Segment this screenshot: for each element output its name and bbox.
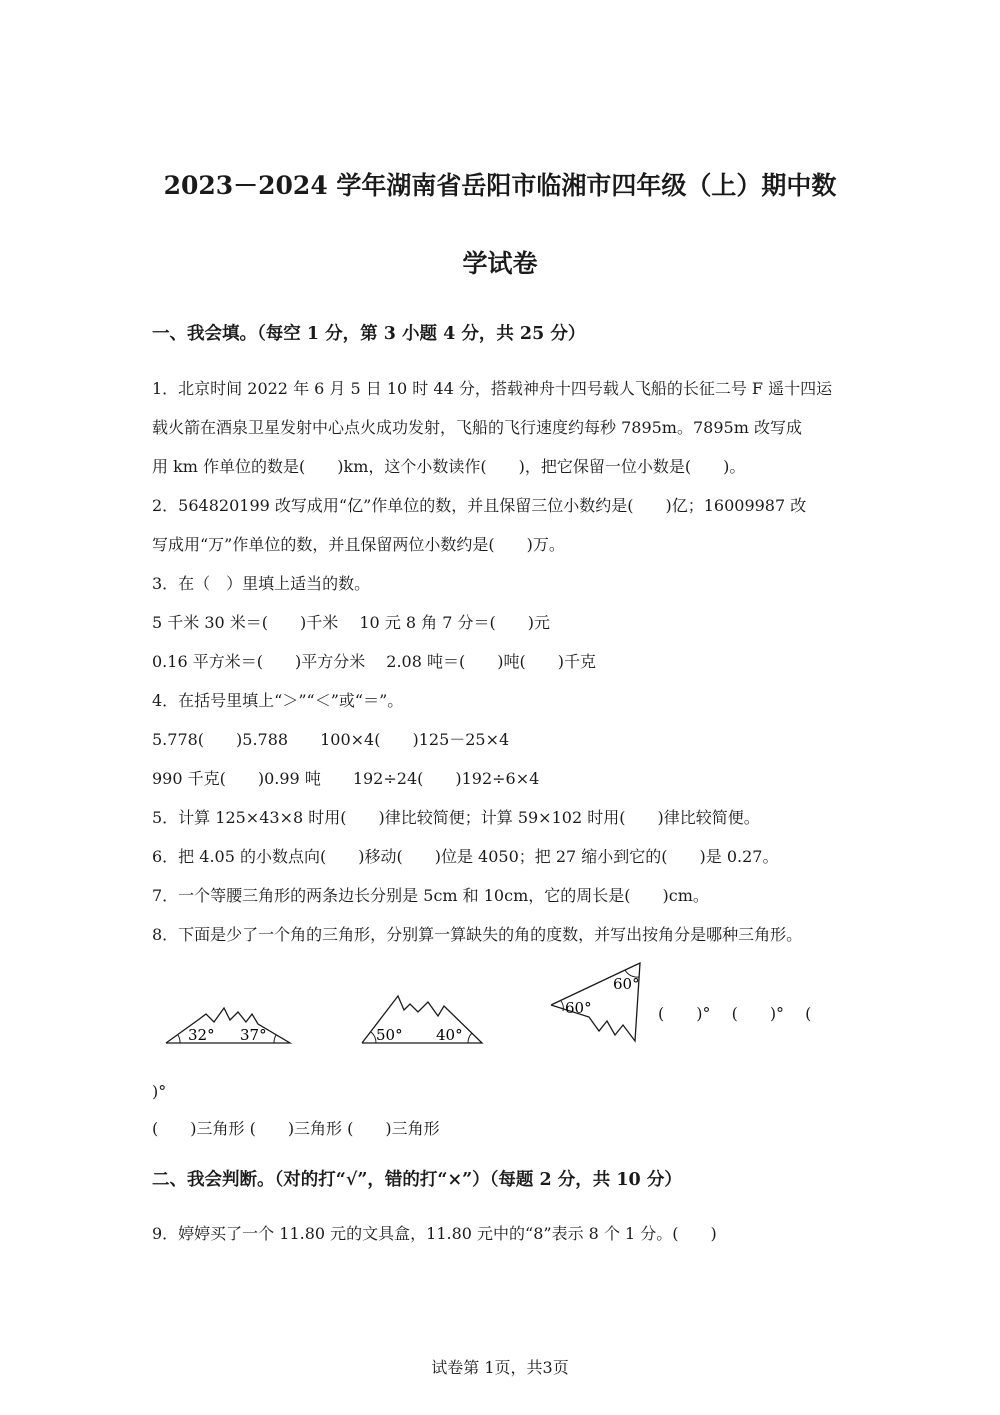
triangle-figure-1	[160, 1000, 295, 1050]
q8-angle-blanks: ( )° ( )° (	[658, 1004, 812, 1023]
q3-line-3: 0.16 平方米＝( )平方分米 2.08 吨＝( )吨( )千克	[152, 652, 596, 671]
triangle-2-angle-b: 40°	[436, 1026, 463, 1044]
q1-line-3: 用 km 作单位的数是( )km，这个小数读作( )，把它保留一位小数是( )。	[152, 457, 746, 476]
triangle-figure-3	[545, 955, 650, 1050]
q3-line-1: 3．在（ ）里填上适当的数。	[152, 574, 371, 593]
triangle-3-angle-b: 60°	[613, 975, 640, 993]
q4-line-3: 990 千克( )0.99 吨 192÷24( )192÷6×4	[152, 769, 540, 788]
section-2-heading: 二、我会判断。（对的打“√”，错的打“×”）（每题 2 分，共 10 分）	[152, 1170, 682, 1190]
q8-line-1: 8．下面是少了一个角的三角形，分别算一算缺失的角的度数，并写出按角分是哪种三角形。	[152, 925, 803, 944]
page-title-line-1: 2023－2024 学年湖南省岳阳市临湘市四年级（上）期中数	[163, 171, 837, 200]
triangle-1-angle-b: 37°	[240, 1026, 267, 1044]
q2-line-1: 2．564820199 改写成用“亿”作单位的数，并且保留三位小数约是( )亿；16009987 改	[152, 496, 807, 515]
q8-triangle-type-blanks: ( )三角形 ( )三角形 ( )三角形	[152, 1119, 440, 1138]
page-title-line-2: 学试卷	[462, 249, 538, 278]
triangle-figure-2	[356, 990, 488, 1050]
triangle-2-angle-a: 50°	[376, 1026, 403, 1044]
q9-line-1: 9．婷婷买了一个 11.80 元的文具盒，11.80 元中的“8”表示 8 个 1 分。( )	[152, 1224, 717, 1243]
triangle-1-angle-a: 32°	[188, 1026, 215, 1044]
q4-line-2: 5.778( )5.788 100×4( )125－25×4	[152, 730, 510, 749]
q4-line-1: 4．在括号里填上“＞”“＜”或“＝”。	[152, 691, 404, 710]
triangle-3-angle-a: 60°	[565, 999, 592, 1017]
q8-angle-blanks-wrap: )°	[152, 1082, 167, 1101]
q1-line-2: 载火箭在酒泉卫星发射中心点火成功发射，飞船的飞行速度约每秒 7895m。7895m 改写成	[152, 418, 802, 437]
section-1-heading: 一、我会填。（每空 1 分，第 3 小题 4 分，共 25 分）	[152, 324, 586, 344]
q3-line-2: 5 千米 30 米＝( )千米 10 元 8 角 7 分＝( )元	[152, 613, 551, 632]
q6-line-1: 6．把 4.05 的小数点向( )移动( )位是 4050；把 27 缩小到它的( )是 0.27。	[152, 847, 779, 866]
q2-line-2: 写成用“万”作单位的数，并且保留两位小数约是( )万。	[152, 535, 565, 554]
q5-line-1: 5．计算 125×43×8 时用( )律比较简便；计算 59×102 时用( )律比较简便。	[152, 808, 760, 827]
q1-line-1: 1．北京时间 2022 年 6 月 5 日 10 时 44 分，搭载神舟十四号载人飞船的长征二号 F 遥十四运	[152, 379, 833, 398]
page-footer: 试卷第 1页，共3页	[431, 1358, 569, 1377]
q7-line-1: 7．一个等腰三角形的两条边长分别是 5cm 和 10cm，它的周长是( )cm。	[152, 886, 709, 905]
